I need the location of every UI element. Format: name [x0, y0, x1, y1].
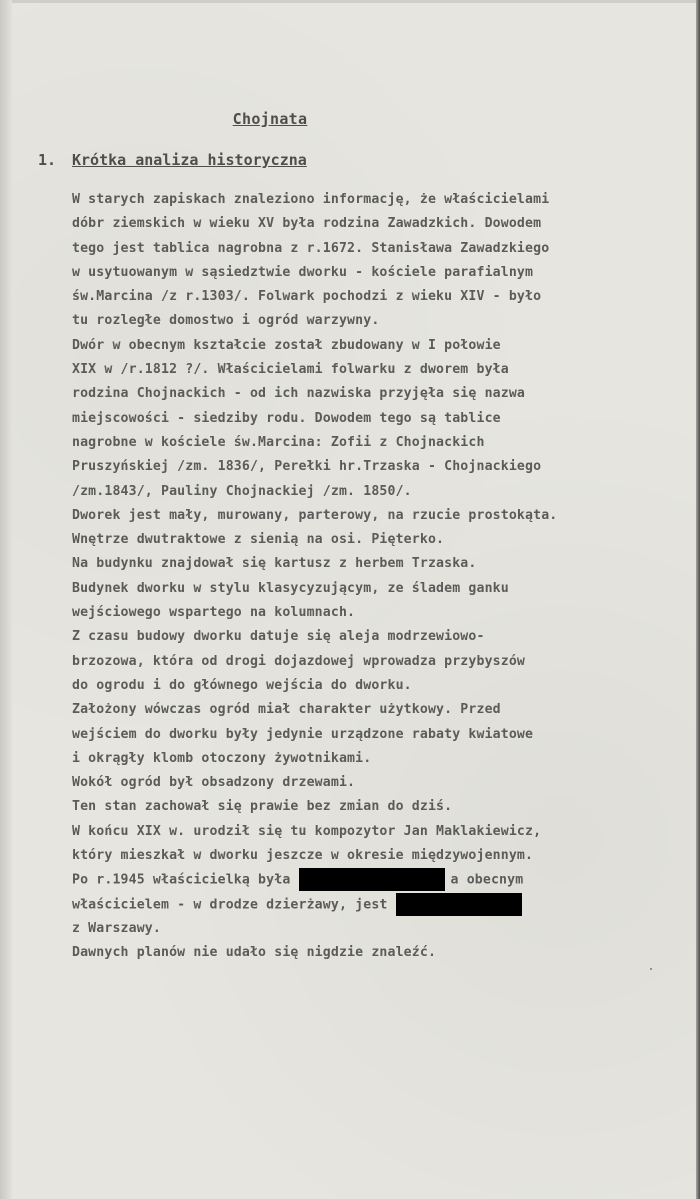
text-line: do ogrodu i do głównego wejścia do dworku.	[72, 677, 412, 693]
redaction-bar	[299, 868, 445, 891]
line-segment: Po r.1945 właścicielką była	[72, 872, 291, 888]
document-body	[72, 188, 692, 966]
text-line-current-owner	[72, 893, 692, 917]
document-title: Chojnata	[232, 110, 308, 128]
text-line: W starych zapiskach znaleziono informację, że właścicielami	[72, 192, 550, 207]
text-line: Budynek dworku w stylu klasycyzującym, ze śladem ganku	[72, 580, 509, 596]
text-line: św.Marcina /z r.1303/. Folwark pochodzi z wieku XIV - było	[72, 289, 542, 305]
text-line: Założony wówczas ogród miał charakter użytkowy. Przed	[72, 702, 501, 718]
text-line: Dworek jest mały, murowany, parterowy, na rzucie prostokąta.	[72, 507, 558, 523]
paper-speck	[650, 968, 652, 970]
text-line: Dawnych planów nie udało się nigdzie znaleźć.	[72, 945, 437, 961]
scan-edge-top	[0, 0, 700, 3]
section-number: 1.	[38, 151, 57, 169]
text-line: który mieszkał w dworku jeszcze w okresie międzywojennym.	[72, 848, 534, 864]
text-line: w usytuowanym w sąsiedztwie dworku - kościele parafialnym	[72, 264, 534, 280]
text-line: miejscowości - siedziby rodu. Dowodem tego są tablice	[72, 410, 501, 426]
line-segment: właścicielem - w drodze dzierżawy, jest	[72, 897, 388, 913]
text-line: dóbr ziemskich w wieku XV była rodzina Zawadzkich. Dowodem	[72, 216, 542, 232]
line-segment: a obecnym	[450, 872, 524, 888]
text-line: tego jest tablica nagrobna z r.1672. Stanisława Zawadzkiego	[72, 240, 550, 256]
text-line: nagrobne w kościele św.Marcina: Zofii z Chojnackich	[72, 434, 485, 450]
text-line: W końcu XIX w. urodził się tu kompozytor Jan Maklakiewicz,	[72, 823, 542, 839]
text-line: XIX w /r.1812 ?/. Właścicielami folwarku z dworem była	[72, 362, 509, 378]
text-line-owner-1945	[72, 868, 692, 892]
text-line: /zm.1843/, Pauliny Chojnackiej /zm. 1850/.	[72, 483, 412, 499]
text-line: z Warszawy.	[72, 920, 161, 936]
text-line: Z czasu budowy dworku datuje się aleja modrzewiowo-	[72, 629, 485, 645]
text-line: rodzina Chojnackich - od ich nazwiska przyjęła się nazwa	[72, 386, 526, 402]
text-line: wejściowego wspartego na kolumnach.	[72, 605, 356, 621]
section-title: Krótka analiza historyczna	[72, 151, 307, 169]
text-line: Dwór w obecnym kształcie został zbudowany w I połowie	[72, 337, 501, 353]
text-line: Wnętrze dwutraktowe z sienią na osi. Pięterko.	[72, 532, 445, 548]
text-line: tu rozległe domostwo i ogród warzywny.	[72, 313, 380, 329]
text-line: i okrągły klomb otoczony żywotnikami.	[72, 750, 372, 766]
scan-edge-left	[0, 0, 12, 1199]
redaction-bar	[396, 893, 522, 916]
text-line: brzozowa, która od drogi dojazdowej wprowadza przybyszów	[72, 653, 526, 669]
scan-edge-right	[696, 0, 700, 1199]
text-line: wejściem do dworku były jedynie urządzone rabaty kwiatowe	[72, 726, 534, 742]
text-line: Na budynku znajdował się kartusz z herbem Trzaska.	[72, 556, 477, 572]
text-line: Pruszyńskiej /zm. 1836/, Perełki hr.Trzaska - Chojnackiego	[72, 459, 542, 475]
text-line: Ten stan zachował się prawie bez zmian do dziś.	[72, 799, 453, 815]
section-heading	[38, 151, 307, 169]
text-line: Wokół ogród był obsadzony drzewami.	[72, 775, 356, 791]
